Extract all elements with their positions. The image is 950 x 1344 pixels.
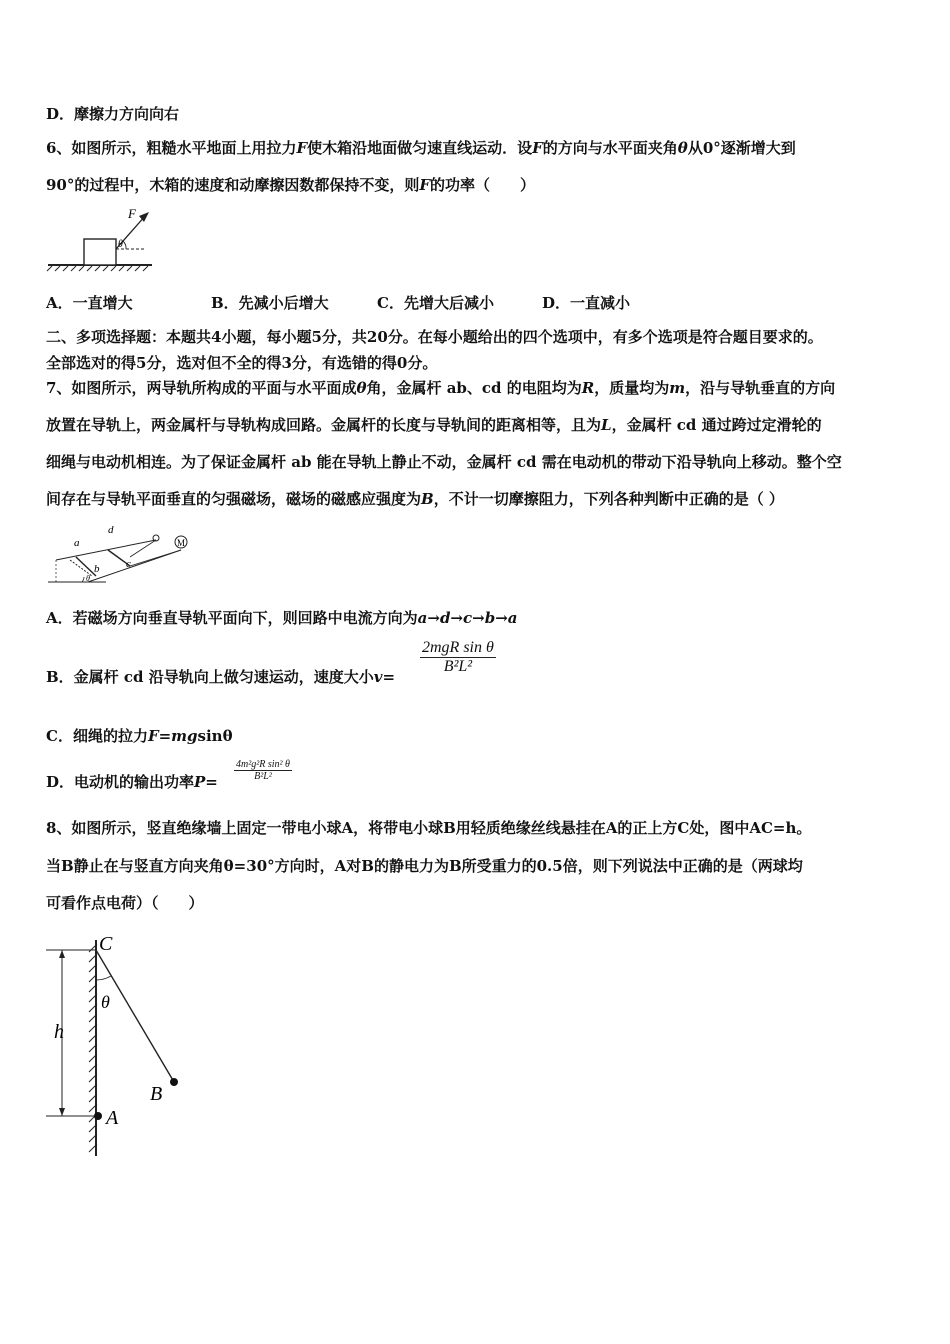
point-b-label: B (150, 1083, 163, 1105)
section2-header-line1: 二、多项选择题：本题共4小题，每小题5分，共20分。在每小题给出的四个选项中，有多个选项是符合题目要求的。 (46, 328, 823, 346)
q7-option-d: D．电动机的输出功率P= (46, 773, 218, 791)
q7-option-b-fraction: 2mgR sin θ B²L² (422, 639, 494, 675)
incline-angle-label: θ (86, 574, 90, 583)
theta-label: θ (101, 992, 110, 1012)
q8-stem-line1: 8、如图所示，竖直绝缘墙上固定一带电小球A，将带电小球B用轻质绝缘丝线悬挂在A的正上方C处，图中AC=h。 (46, 819, 812, 837)
q6-option-a: A．一直增大 (46, 294, 133, 312)
q8-stem-line3: 可看作点电荷）（ ） (46, 894, 204, 912)
silk-thread (96, 950, 174, 1082)
wooden-box (84, 239, 116, 265)
q7-rails-figure (46, 520, 196, 586)
q6-stem-line2: 90°的过程中，木箱的速度和动摩擦因数都保持不变，则F的功率（ ） (46, 176, 536, 194)
section2-header-line2: 全部选对的得5分，选对但不全的得3分，有选错的得0分。 (46, 354, 438, 372)
ball-b (170, 1078, 178, 1086)
q5-option-d: D．摩擦力方向向右 (46, 105, 180, 123)
q7-stem-line2: 放置在导轨上，两金属杆与导轨构成回路。金属杆的长度与导轨间的距离相等，且为L，金属杆 cd 通过跨过定滑轮的 (46, 416, 822, 434)
q7-stem-line1: 7、如图所示，两导轨所构成的平面与水平面成θ角，金属杆 ab、cd 的电阻均为R，质量均为m，沿与导轨垂直的方向 (46, 379, 836, 397)
point-c-label: C (99, 933, 113, 955)
rod-label-c: c (126, 558, 131, 570)
q6-box-force-figure (46, 205, 156, 273)
q7-stem-line4: 间存在与导轨平面垂直的匀强磁场，磁场的磁感应强度为B，不计一切摩擦阻力，下列各种判断中正确的是（ ） (46, 490, 784, 508)
q7-option-d-fraction: $\frac{\text{4m²g²R sin² θ}}{\text{B²L²}}$ (236, 759, 290, 782)
q7-option-a: A．若磁场方向垂直导轨平面向下，则回路中电流方向为a→d→c→b→a (46, 609, 518, 627)
rod-label-d: d (108, 524, 114, 536)
point-a-label: A (106, 1107, 119, 1129)
q7-option-c: C．细绳的拉力F=mgsinθ (46, 727, 233, 745)
angle-label: θ (118, 239, 123, 250)
q7-option-b: B．金属杆 cd 沿导轨向上做匀速运动，速度大小v= (46, 668, 396, 686)
q8-stem-line2: 当B静止在与竖直方向夹角θ=30°方向时，A对B的静电力为B所受重力的0.5倍，则下列说法中正确的是（两球均 (46, 857, 803, 875)
q6-option-b: B．先减小后增大 (211, 294, 329, 312)
q6-stem-line1: 6、如图所示，粗糙水平地面上用拉力F使木箱沿地面做匀速直线运动．设F的方向与水平面夹角θ从0°逐渐增大到 (46, 139, 796, 157)
h-label: h (54, 1021, 64, 1043)
force-label: F (128, 206, 136, 221)
ball-a (94, 1112, 102, 1120)
q7-stem-line3: 细绳与电动机相连。为了保证金属杆 ab 能在导轨上静止不动，金属杆 cd 需在电动机的带动下沿导轨向上移动。整个空 (46, 453, 842, 471)
q6-option-c: C．先增大后减小 (377, 294, 494, 312)
q8-wall-pendulum-figure (46, 928, 196, 1160)
rod-label-a: a (74, 537, 80, 549)
q6-option-d: D．一直减小 (542, 294, 631, 312)
motor-label: M (177, 538, 186, 548)
rod-label-b: b (94, 563, 100, 575)
